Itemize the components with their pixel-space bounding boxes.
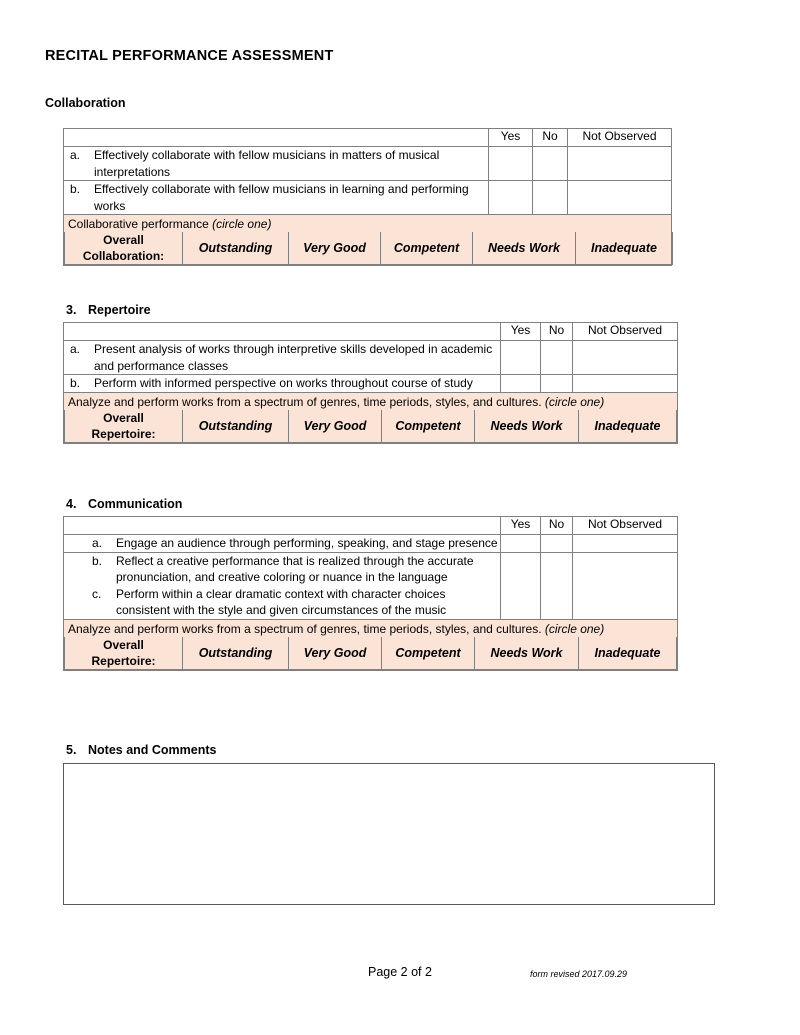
rating-option-inadequate[interactable]: Inadequate [576, 232, 673, 265]
checkbox-cell-yes[interactable] [501, 552, 541, 619]
rating-option-needs-work[interactable]: Needs Work [475, 637, 579, 670]
rating-caption-text: Collaborative performance [68, 217, 209, 231]
column-header-item [64, 517, 501, 535]
item-text: Present analysis of works through interpretive skills developed in academic and performance classes [94, 342, 493, 373]
rating-option-outstanding[interactable]: Outstanding [183, 232, 289, 265]
rating-option-needs-work[interactable]: Needs Work [473, 232, 576, 265]
table-header-row [64, 517, 678, 535]
criterion-cell [64, 181, 489, 215]
item-text: Perform within a clear dramatic context with character choices consistent with the style and given circumstances of the music [116, 586, 447, 617]
table-row [64, 341, 678, 375]
criterion-cell [64, 375, 501, 393]
column-header-item [64, 129, 489, 147]
section-number: 4. [66, 497, 77, 511]
footer-page-number: Page 2 of 2 [368, 965, 432, 979]
checkbox-cell-yes[interactable] [501, 375, 541, 393]
rating-option-competent[interactable]: Competent [382, 637, 475, 670]
overall-rating-label: Overall Collaboration: [65, 232, 183, 265]
circle-one-instruction: (circle one) [544, 621, 605, 636]
item-text: Engage an audience through performing, speaking, and stage presence [116, 536, 498, 550]
table-row [64, 552, 678, 619]
section-heading-collaboration: Collaboration [45, 96, 126, 110]
table-row [64, 147, 672, 181]
checkbox-cell-not-observed[interactable] [568, 147, 672, 181]
rating-options-row [64, 637, 678, 671]
column-header-item [64, 323, 501, 341]
rating-option-inadequate[interactable]: Inadequate [579, 410, 677, 443]
section-heading-repertoire [66, 303, 151, 317]
rating-options-row [64, 232, 672, 266]
rating-option-outstanding[interactable]: Outstanding [183, 410, 289, 443]
table-row [64, 181, 672, 215]
item-text: Effectively collaborate with fellow musicians in learning and performing works [94, 182, 469, 213]
checkbox-cell-no[interactable] [533, 181, 568, 215]
item-marker: a. [70, 342, 81, 356]
checkbox-cell-no[interactable] [541, 552, 573, 619]
rating-caption-row [64, 619, 678, 637]
checkbox-cell-no[interactable] [541, 341, 573, 375]
section-heading-notes [66, 743, 217, 757]
rating-option-competent[interactable]: Competent [382, 410, 475, 443]
table-header-row [64, 323, 678, 341]
item-marker: b. [92, 553, 103, 568]
item-marker: a. [92, 536, 103, 550]
column-header-yes: Yes [489, 129, 533, 147]
criterion-cell [64, 535, 501, 553]
rubric-table-collaboration [63, 128, 672, 266]
overall-rating-label: Overall Repertoire: [65, 637, 183, 670]
item-marker: b. [70, 182, 81, 196]
column-header-no: No [541, 323, 573, 341]
rating-caption-row [64, 215, 672, 233]
checkbox-cell-no[interactable] [533, 147, 568, 181]
column-header-no: No [533, 129, 568, 147]
item-marker: b. [70, 376, 81, 390]
rating-caption-cell [64, 619, 678, 637]
rating-option-inadequate[interactable]: Inadequate [579, 637, 677, 670]
rating-option-needs-work[interactable]: Needs Work [475, 410, 579, 443]
checkbox-cell-yes[interactable] [501, 341, 541, 375]
circle-one-instruction: (circle one) [212, 217, 272, 231]
checkbox-cell-not-observed[interactable] [568, 181, 672, 215]
rubric-table-repertoire [63, 322, 678, 444]
item-marker: c. [92, 586, 102, 601]
column-header-yes: Yes [501, 517, 541, 535]
item-text: Perform with informed perspective on works throughout course of study [94, 376, 473, 390]
rubric-table-communication [63, 516, 678, 671]
criterion-cell [64, 552, 501, 619]
rating-caption-row [64, 392, 678, 410]
checkbox-cell-not-observed[interactable] [573, 341, 678, 375]
section-number: 3. [66, 303, 77, 317]
overall-rating-label: Overall Repertoire: [65, 410, 183, 443]
table-row [64, 375, 678, 393]
column-header-not-observed: Not Observed [573, 517, 678, 535]
checkbox-cell-not-observed[interactable] [573, 552, 678, 619]
checkbox-cell-not-observed[interactable] [573, 535, 678, 553]
checkbox-cell-no[interactable] [541, 375, 573, 393]
rating-caption-cell [64, 392, 678, 410]
column-header-yes: Yes [501, 323, 541, 341]
rating-options-row [64, 410, 678, 444]
circle-one-instruction: (circle one) [544, 394, 605, 409]
column-header-not-observed: Not Observed [573, 323, 678, 341]
criterion-cell [64, 147, 489, 181]
checkbox-cell-yes[interactable] [501, 535, 541, 553]
criterion-cell [64, 341, 501, 375]
table-row [64, 535, 678, 553]
rating-option-outstanding[interactable]: Outstanding [183, 637, 289, 670]
column-header-not-observed: Not Observed [568, 129, 672, 147]
rating-caption-text: Analyze and perform works from a spectrum of genres, time periods, styles, and cultures. [68, 621, 542, 636]
section-title: Communication [88, 497, 183, 511]
section-title: Notes and Comments [88, 743, 217, 757]
checkbox-cell-yes[interactable] [489, 181, 533, 215]
checkbox-cell-no[interactable] [541, 535, 573, 553]
table-header-row [64, 129, 672, 147]
section-heading-communication [66, 497, 182, 511]
checkbox-cell-yes[interactable] [489, 147, 533, 181]
checkbox-cell-not-observed[interactable] [573, 375, 678, 393]
rating-option-competent[interactable]: Competent [381, 232, 473, 265]
section-title: Repertoire [88, 303, 151, 317]
rating-caption-cell [64, 215, 672, 233]
item-text: Reflect a creative performance that is realized through the accurate pronunciation, and creative coloring or nuance in the language [116, 553, 474, 584]
rating-option-very-good[interactable]: Very Good [289, 410, 382, 443]
column-header-no: No [541, 517, 573, 535]
rating-option-very-good[interactable]: Very Good [289, 637, 382, 670]
rating-caption-text: Analyze and perform works from a spectrum of genres, time periods, styles, and cultures. [68, 394, 542, 409]
item-text: Effectively collaborate with fellow musicians in matters of musical interpretations [94, 148, 440, 179]
notes-and-comments-input[interactable] [63, 763, 715, 905]
rating-options-cell [64, 232, 672, 266]
rating-options-cell [64, 410, 678, 444]
rating-options-cell [64, 637, 678, 671]
section-number: 5. [66, 743, 77, 757]
footer-form-revision: form revised 2017.09.29 [530, 969, 628, 979]
page-title: RECITAL PERFORMANCE ASSESSMENT [45, 48, 334, 64]
rating-option-very-good[interactable]: Very Good [289, 232, 381, 265]
item-marker: a. [70, 148, 81, 162]
